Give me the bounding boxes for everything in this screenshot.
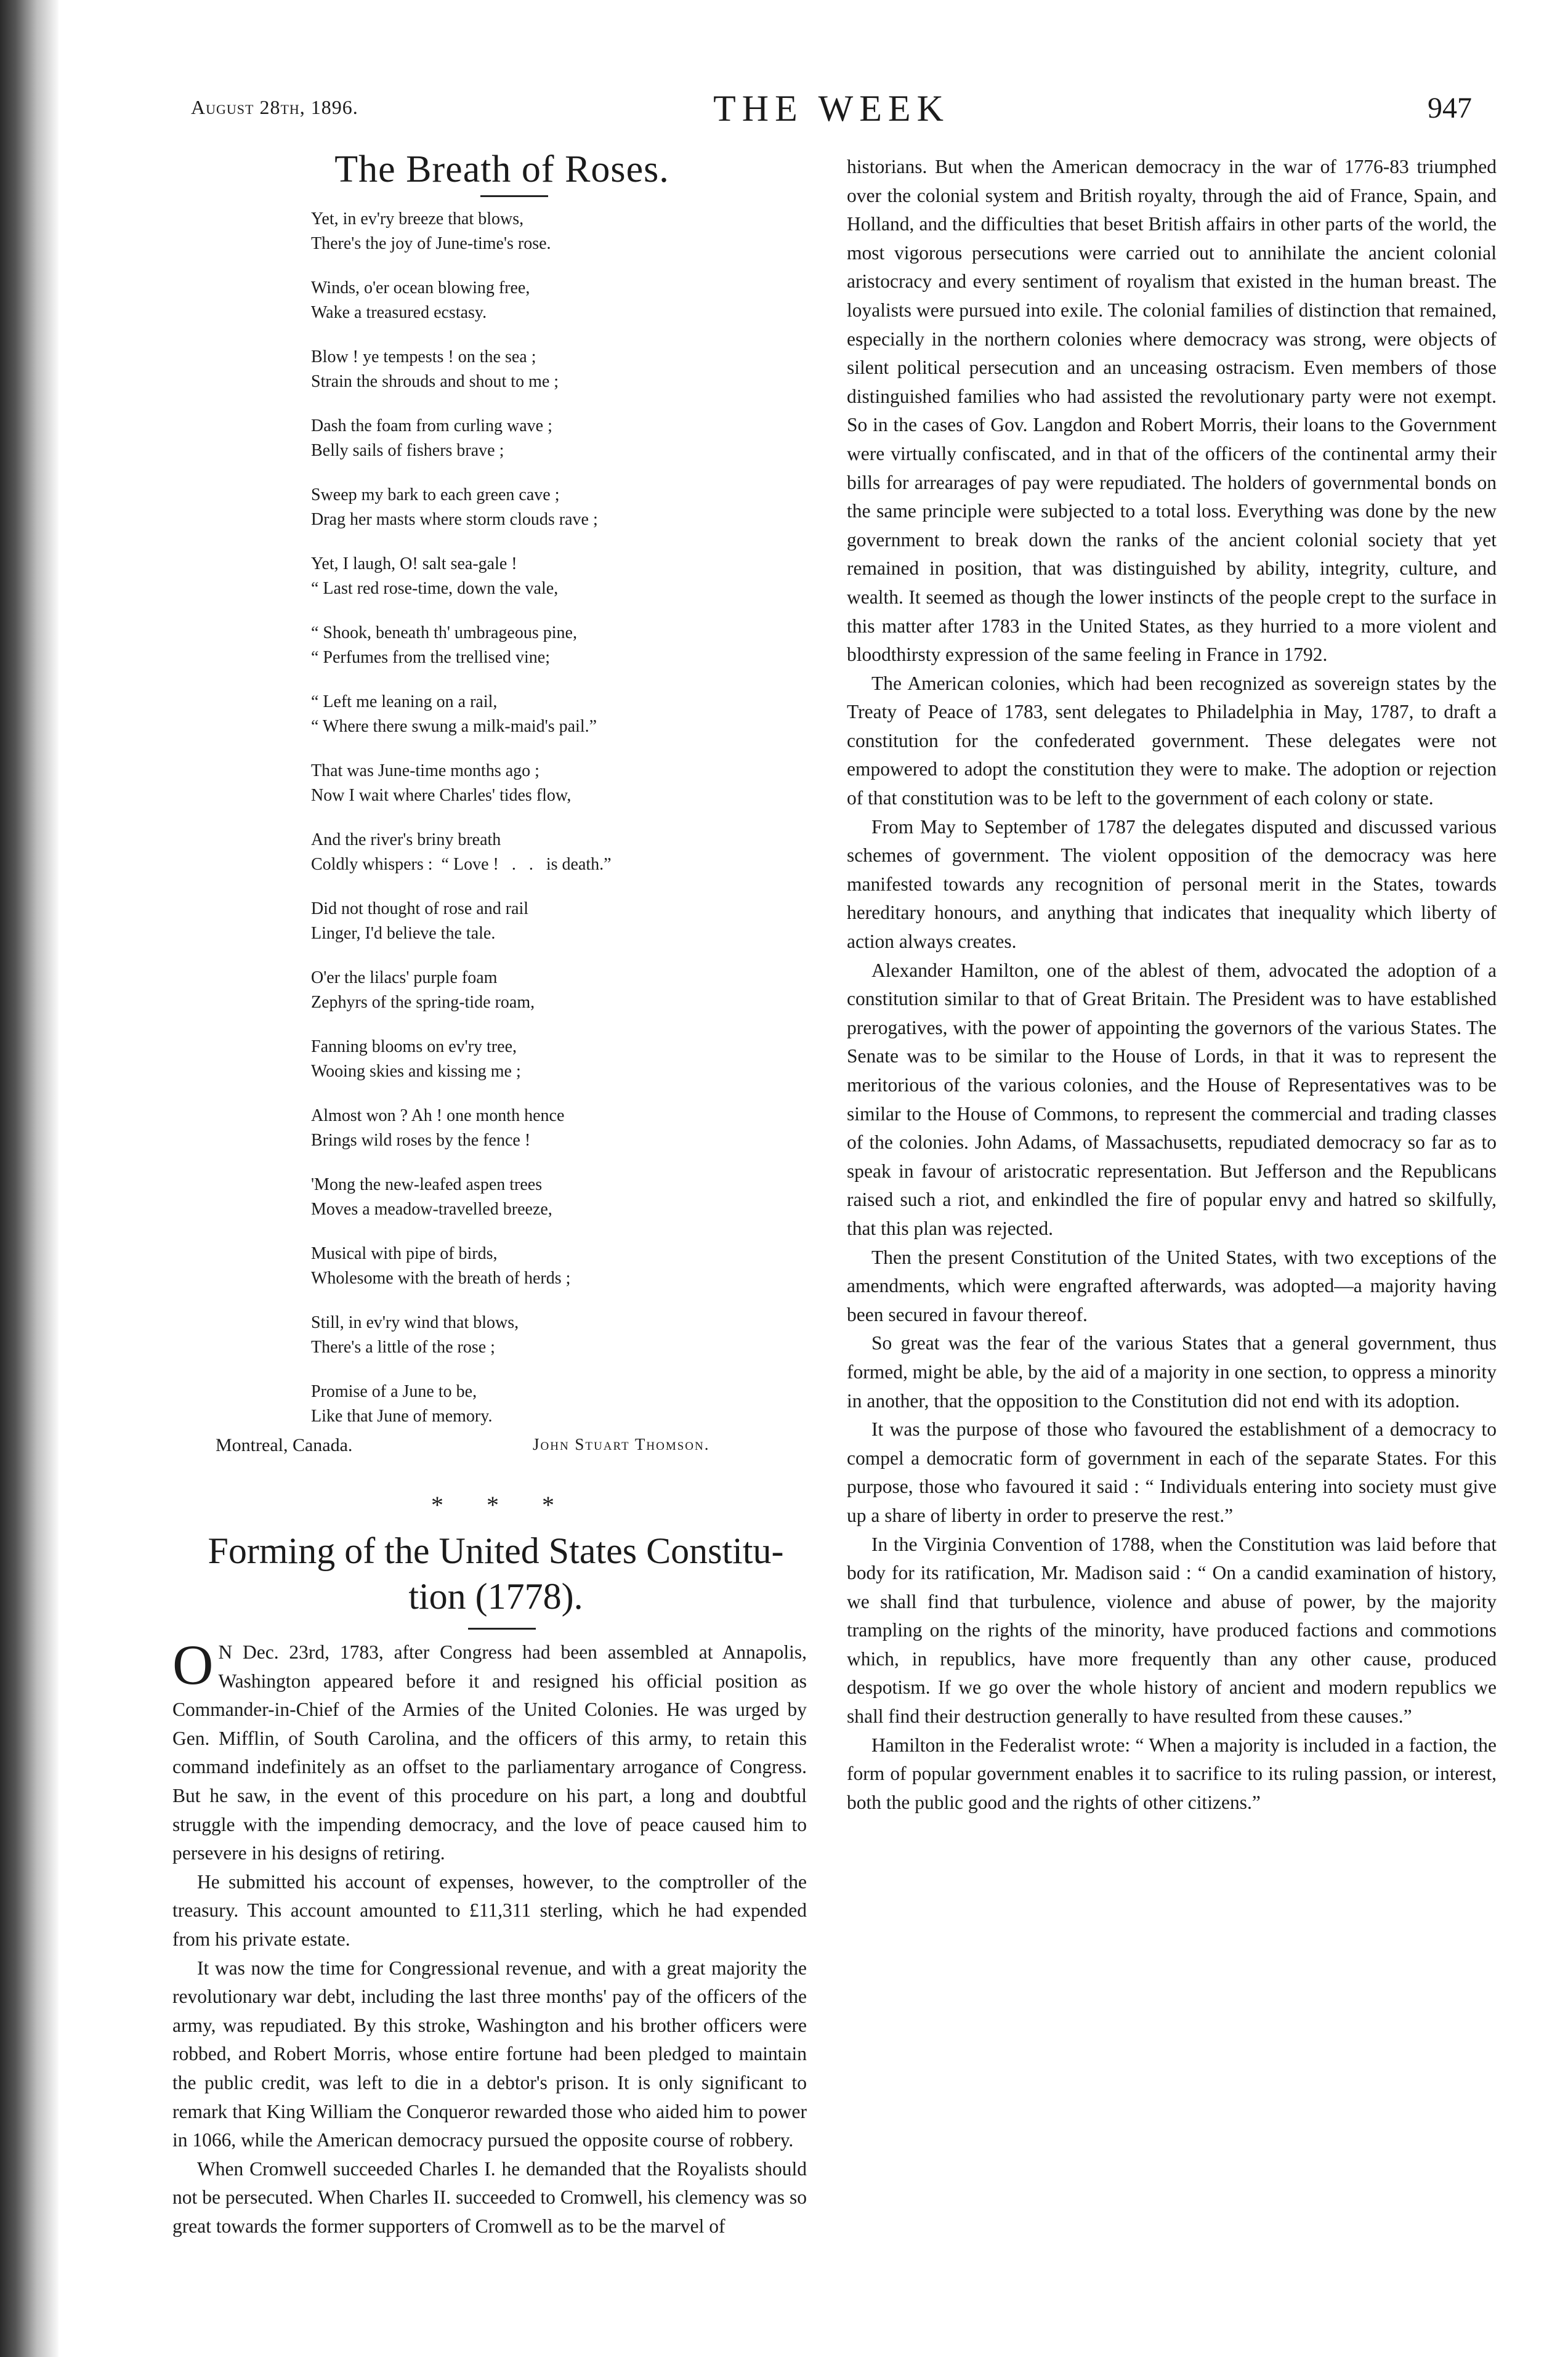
poem-stanza [311, 621, 807, 670]
article-title-line-1: Forming of the United States Constitu- [208, 1530, 784, 1571]
poem-stanza [311, 552, 807, 601]
article-paragraph: Alexander Hamilton, one of the ablest of them, advocated the adoption of a constitution similar to that of Great Britain. The President was to have established prerogatives, with the power of appointing the governors of the various States. The Senate was to be similar to the House of Lords, in that it was to represent the meritorious of the various colonies, and the House of Representatives was to be similar to the House of Commons, to represent the commercial and trading classes of the colonies. John Adams, of Massachusetts, repudiated democracy so far as to speak in favour of aristocratic representation. But Jefferson and the Republicans raised such a riot, and enkindled the fire of popular envy and hatred so skilfully, that this plan was rejected. [847, 959, 1497, 1239]
poem-line: O'er the lilacs' purple foam [311, 968, 498, 987]
poem-line: That was June-time months ago ; [311, 761, 540, 780]
article-paragraph: When Cromwell succeeded Charles I. he demanded that the Royalists should not be persecuted. When Charles II. succeeded to Cromwell, his clemency was so great towards the former supporters of Cromwell as to be the marvel of [172, 2157, 807, 2237]
article-paragraph: historians. But when the American democracy in the war of 1776-83 triumphed over the colonial system and British royalty, through the aid of France, Spain, and Holland, and the difficulties that beset British affairs in other parts of the world, the most vigorous persecutions were carried out to annihilate the ancient colonial aristocracy and every sentiment of royalism that existed in the human breast. The loyalists were pursued into exile. The colonial families of distinction that remained, especially in the northern colonies where democracy was strong, were objects of silent political persecution and an unceasing ostracism. Even members of those distinguished families who had assisted the revolutionary party were not exempt. So in the cases of Gov. Langdon and Robert Morris, their loans to the Government were virtually confiscated, and in that of the officers of the continental army their bills for arrearages of pay were repudiated. The holders of governmental bonds on the same principle were subjected to a total loss. Everything was done by the new government to break down the ranks of the ancient colonial society that yet remained in position, that was distinguished by ability, integrity, culture, and wealth. It seemed as though the lower instincts of the people crept to the surface in this matter after 1783 in the United States, as they hurried to a more violent and bloodthirsty expression of the same feeling in France in 1792. [847, 156, 1497, 666]
poem-line: Winds, o'er ocean blowing free, [311, 278, 530, 297]
poem-line: Zephyrs of the spring-tide roam, [311, 993, 535, 1012]
poem-line: Sweep my bark to each green cave ; [311, 485, 560, 504]
poem-line: Yet, I laugh, O! salt sea-gale ! [311, 554, 517, 573]
poem-stanza [311, 345, 807, 394]
issue-date: August 28th, 1896. [191, 96, 358, 118]
poem-line: There's the joy of June-time's rose. [311, 234, 551, 253]
poem-stanza [311, 1173, 807, 1222]
poem-line: Fanning blooms on ev'ry tree, [311, 1037, 517, 1056]
page-header [191, 88, 1472, 129]
poem-stanza [311, 828, 807, 877]
poem-line: Like that June of memory. [311, 1407, 493, 1426]
poem-stanza [311, 414, 807, 463]
article-body-right [847, 153, 1497, 1817]
binding-edge-shadow [0, 0, 59, 2357]
poem-stanza [311, 897, 807, 946]
poem-line: Brings wild roses by the fence ! [311, 1131, 531, 1150]
poem-line: Musical with pipe of birds, [311, 1244, 498, 1263]
poem-line: Coldly whispers : “ Love ! . . is death.” [311, 855, 612, 874]
left-column [172, 148, 807, 2241]
article-paragraph: From May to September of 1787 the delegates disputed and discussed various schemes of government. The violent opposition of the democracy was here manifested towards any recognition of personal merit in the States, towards hereditary honours, and anything that indicates that inequality which liberty of action always creates. [847, 815, 1497, 953]
article-paragraph: So great was the fear of the various States that a general government, thus formed, might be able, by the aid of a majority in one section, to oppress a minority in another, that the opposition to the Constitution did not end with its adoption. [847, 1332, 1497, 1412]
article-title-line-2: tion (1778). [408, 1576, 583, 1617]
poem-line: Strain the shrouds and shout to me ; [311, 372, 559, 391]
poem-body [172, 207, 807, 1429]
poem-stanza [311, 690, 807, 739]
poem-stanza [311, 207, 807, 256]
poem-title: The Breath of Roses. [334, 148, 669, 190]
poem-line: “ Last red rose-time, down the vale, [311, 579, 559, 598]
poem-stanza [311, 1104, 807, 1153]
article-paragraph: Then the present Constitution of the United States, with two exceptions of the amendments, which were engrafted afterwards, was adopted—a majority having been secured in favour thereof. [847, 1246, 1497, 1325]
article-paragraph: He submitted his account of expenses, however, to the comptroller of the treasury. This account amounted to £11,311 sterling, which he had expended from his private estate. [172, 1870, 807, 1950]
article-title [172, 1528, 807, 1619]
poem-line: Now I wait where Charles' tides flow, [311, 786, 572, 805]
article-body-left [172, 1633, 807, 2241]
poem-stanza [311, 483, 807, 532]
poem-line: “ Shook, beneath th' umbrageous pine, [311, 623, 577, 642]
poem-stanza [311, 759, 807, 808]
article-paragraph-text: N Dec. 23rd, 1783, after Congress had been assembled at Annapolis, Washington appeared before it and resigned his official position as Commander-in-Chief of the Armies of the United Colonies. He was urged by Gen. Mifflin, of South Carolina, and the officers of this army, to retain this command indefinitely as an offset to the parliamentary arrogance of Congress. But he saw, in the event of this procedure on his part, a long and doubtful struggle with the impending democracy, and the love of peace caused him to persevere in his designs of retiring. [172, 1641, 807, 1864]
poem-line: 'Mong the new-leafed aspen trees [311, 1175, 543, 1194]
poem-stanza [311, 1380, 807, 1429]
poem-line: “ Where there swung a milk-maid's pail.” [311, 717, 597, 736]
article-rule [468, 1628, 536, 1630]
poem-line: Wooing skies and kissing me ; [311, 1062, 521, 1081]
poem-line: Drag her masts where storm clouds rave ; [311, 510, 598, 529]
poem-stanza [311, 1035, 807, 1084]
poem-line: Wake a treasured ecstasy. [311, 303, 487, 322]
poem-author: John Stuart Thomson. [533, 1435, 710, 1453]
poem-stanza [311, 1242, 807, 1291]
poem-stanza [311, 966, 807, 1015]
article-paragraph: The American colonies, which had been recognized as sovereign states by the Treaty of Peace of 1783, sent delegates to Philadelphia in May, 1787, to draft a constitution for the confederated government. These delegates were not empowered to adopt the constitution they were to make. The adoption or rejection of that constitution was to be left to the government of each colony or state. [847, 672, 1497, 809]
poem-signature [172, 1435, 807, 1479]
poem-line: Moves a meadow-travelled breeze, [311, 1200, 552, 1219]
page-number: 947 [1428, 92, 1472, 124]
poem-line: Linger, I'd believe the tale. [311, 924, 496, 943]
title-rule [480, 195, 548, 197]
poem-line: “ Left me leaning on a rail, [311, 692, 498, 711]
poem-place: Montreal, Canada. [216, 1435, 353, 1455]
poem-line: Still, in ev'ry wind that blows, [311, 1313, 519, 1332]
poem-line: Did not thought of rose and rail [311, 899, 529, 918]
poem-line: Promise of a June to be, [311, 1382, 477, 1401]
article-paragraph: Hamilton in the Federalist wrote: “ When a majority is included in a faction, the form of popular government enables it to sacrifice to its ruling passion, or interest, both the public good and the rights of other citizens.” [847, 1734, 1497, 1813]
poem-line: Wholesome with the breath of herds ; [311, 1269, 571, 1288]
poem-line: Belly sails of fishers brave ; [311, 441, 504, 460]
right-column [847, 153, 1497, 1817]
article-paragraph [172, 1633, 807, 1868]
poem-line: Yet, in ev'ry breeze that blows, [311, 209, 524, 228]
masthead: THE WEEK [713, 88, 950, 129]
article-paragraph: In the Virginia Convention of 1788, when the Constitution was laid before that body for its ratification, Mr. Madison said : “ On a candid examination of history, we shall find that turbulence, violence and abuse of power, by the majority trampling on the rights of the minority, have produced factions and commotions which, in republics, have more frequently than any other cause, produced despotism. If we go over the whole history of ancient and modern republics we shall find their destruction generally to have resulted from these causes.” [847, 1533, 1497, 1728]
poem-line: And the river's briny breath [311, 830, 501, 849]
article-paragraph: It was the purpose of those who favoured the establishment of a democracy to compel a democratic form of government in each of the separate States. For this purpose, those who favoured it said : “ Individuals entering into society must give up a share of liberty in order to preserve the rest.” [847, 1418, 1497, 1526]
poem-stanza [311, 276, 807, 325]
poem-line: Blow ! ye tempests ! on the sea ; [311, 347, 536, 366]
poem-line: Dash the foam from curling wave ; [311, 416, 552, 435]
poem-line: There's a little of the rose ; [311, 1338, 495, 1357]
poem-stanza [311, 1311, 807, 1360]
section-divider: * * * [431, 1491, 573, 1519]
poem-line: Almost won ? Ah ! one month hence [311, 1106, 565, 1125]
article-paragraph: It was now the time for Congressional revenue, and with a great majority the revolutionary war debt, including the last three months' pay of the officers of the army, was repudiated. By this stroke, Washington and his brother officers were robbed, and Robert Morris, whose entire fortune had been pledged to maintain the public credit, was left to die in a debtor's prison. It is only significant to remark that King William the Conqueror rewarded those who aided him to power in 1066, while the American democracy pursued the opposite course of robbery. [172, 1957, 807, 2151]
poem-line: “ Perfumes from the trellised vine; [311, 648, 550, 667]
drop-cap: O [172, 1633, 214, 1696]
